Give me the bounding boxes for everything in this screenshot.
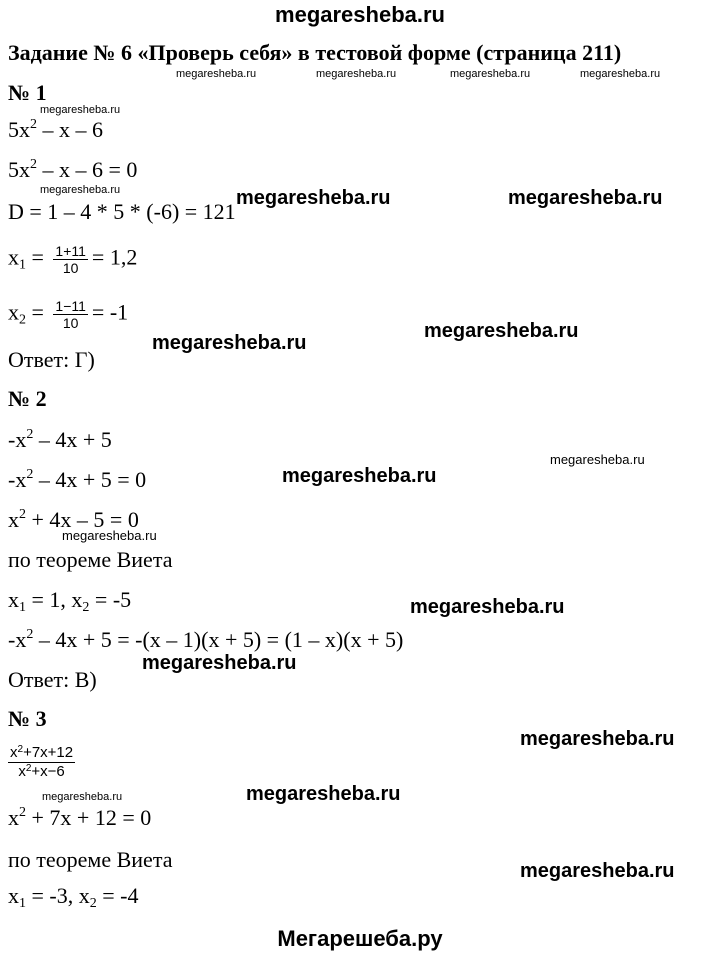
math-line: $5x^2 - x - 6 = 0$: [8, 157, 138, 182]
watermark: megaresheba.ru: [520, 728, 675, 750]
watermark: megaresheba.ru: [42, 791, 123, 803]
text-line: по теореме Виета: [8, 547, 173, 572]
watermark: megaresheba.ru: [40, 104, 121, 116]
math-line: $-x^2 - 4x + 5 = 0$: [8, 467, 147, 492]
fraction: $\frac{x^2+7x+12}{x^2+x-6}$: [10, 744, 74, 780]
watermark: megaresheba.ru: [520, 860, 675, 882]
watermark: megaresheba.ru: [580, 68, 661, 80]
watermark: megaresheba.ru: [410, 596, 565, 618]
watermark: megaresheba.ru: [316, 68, 397, 80]
math-line: $x^2 + 4x - 5 = 0$: [8, 507, 139, 532]
text-line: по теореме Виета: [8, 847, 173, 872]
watermark: megaresheba.ru: [236, 187, 391, 209]
watermark: megaresheba.ru: [246, 783, 401, 805]
math-line: $-x^2 - 4x + 5 = -(x - 1)(x + 5) = (1 - x)(x + 5)$: [8, 627, 404, 652]
answer-text: Ответ: В): [8, 667, 97, 692]
watermark: megaresheba.ru: [62, 528, 157, 543]
task-number: № 3: [8, 706, 47, 731]
math-line: $-x^2 - 4x + 5$: [8, 427, 112, 452]
watermark: megaresheba.ru: [142, 652, 297, 674]
watermark: megaresheba.ru: [508, 187, 663, 209]
watermark: megaresheba.ru: [176, 68, 257, 80]
watermark: megaresheba.ru: [450, 68, 531, 80]
watermark: megaresheba.ru: [424, 320, 579, 342]
answer-text: Ответ: Г): [8, 347, 95, 372]
watermark: megaresheba.ru: [152, 332, 307, 354]
math-line: $x_1 = -3$, $x_2 = -4$: [8, 883, 139, 911]
task-number: № 2: [8, 386, 47, 411]
watermark: megaresheba.ru: [550, 452, 645, 467]
site-footer: Мегарешеба.ру: [277, 926, 443, 951]
watermark: megaresheba.ru: [282, 465, 437, 487]
math-line: $5x^2$ – x – 6: [8, 117, 103, 142]
task-number: № 1: [8, 80, 47, 105]
page-title: Задание № 6 «Проверь себя» в тестовой форме (страница 211): [8, 40, 622, 65]
math-line: $x_1 = 1$, $x_2 = -5$: [8, 587, 132, 615]
watermark: megaresheba.ru: [40, 184, 121, 196]
math-line: $x_1$ = $\frac{1+11}{10}$ = 1,2: [8, 243, 138, 276]
math-line: D = 1 – 4 * 5 * (-6) = 121: [8, 199, 236, 224]
math-line: $x_2$ = $\frac{1-11}{10}$ = -1: [8, 298, 129, 331]
math-line: $x^2 + 7x + 12 = 0$: [8, 805, 152, 830]
site-header: megaresheba.ru: [275, 2, 445, 27]
